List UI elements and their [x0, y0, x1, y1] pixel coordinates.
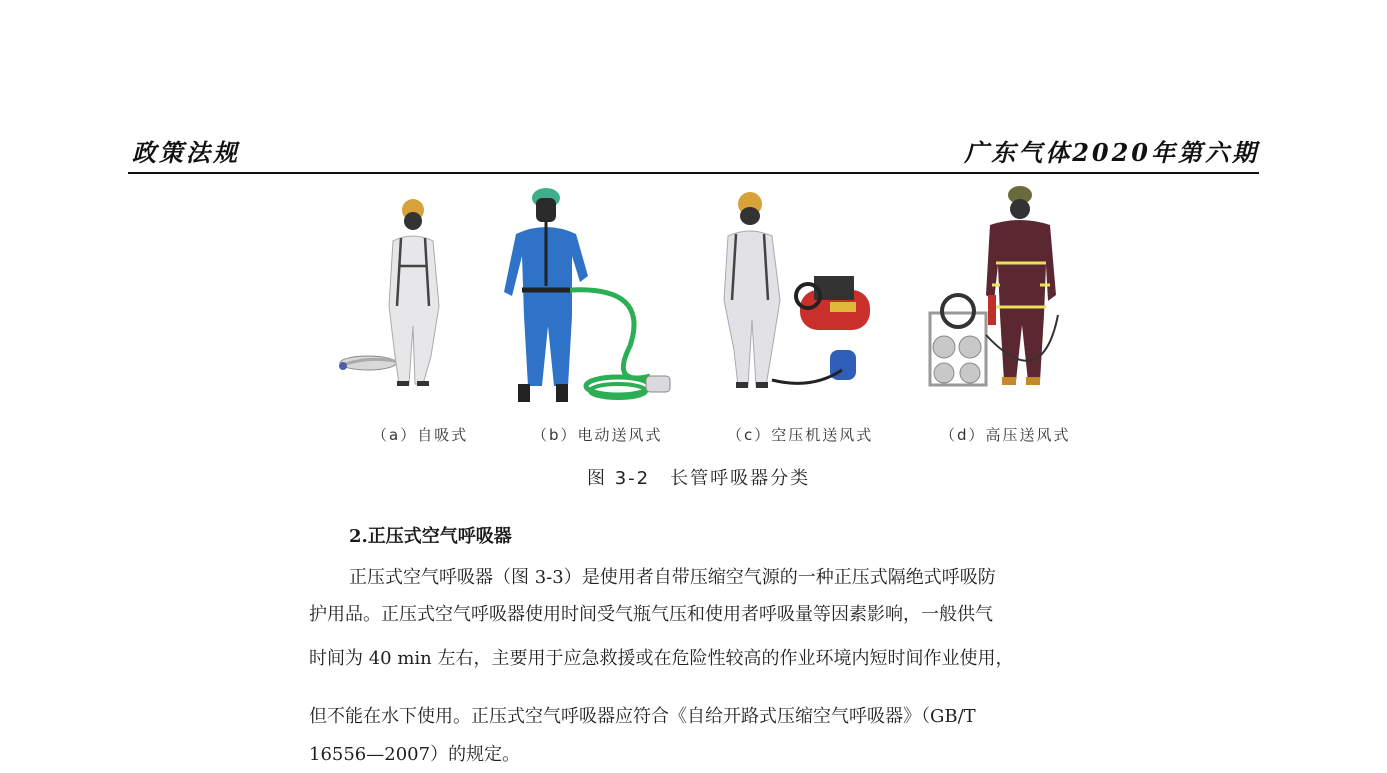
figure-self-suction-respirator: [335, 196, 455, 396]
figure-powered-air-respirator: [500, 186, 678, 408]
caption-d: （d）高压送风式: [940, 426, 1071, 444]
body-text-line: 16556—2007）的规定。: [309, 744, 521, 765]
header-issue-title: 广东气体2020年第六期: [964, 138, 1259, 167]
body-text-line: 但不能在水下使用。正压式空气呼吸器应符合《自给开路式压缩空气呼吸器》（GB/T: [309, 706, 976, 727]
body-text-line: 护用品。正压式空气呼吸器使用时间受气瓶气压和使用者呼吸量等因素影响，一般供气: [309, 604, 993, 625]
figure-title: 图 3-2 长管呼吸器分类: [587, 468, 811, 489]
header-section-title: 政策法规: [132, 138, 240, 167]
body-text-line: 时间为 40 min 左右，主要用于应急救援或在危险性较高的作业环境内短时间作业使用，: [309, 648, 1014, 669]
caption-b: （b）电动送风式: [532, 426, 663, 444]
figure-compressor-respirator: [722, 190, 882, 400]
body-text-line: 正压式空气呼吸器（图 3-3）是使用者自带压缩空气源的一种正压式隔绝式呼吸防: [349, 567, 996, 588]
header-divider: [128, 172, 1259, 174]
caption-a: （a）自吸式: [372, 426, 469, 444]
caption-c: （c）空压机送风式: [727, 426, 874, 444]
section-heading: 2.正压式空气呼吸器: [349, 526, 512, 547]
figure-high-pressure-respirator: [922, 185, 1067, 397]
